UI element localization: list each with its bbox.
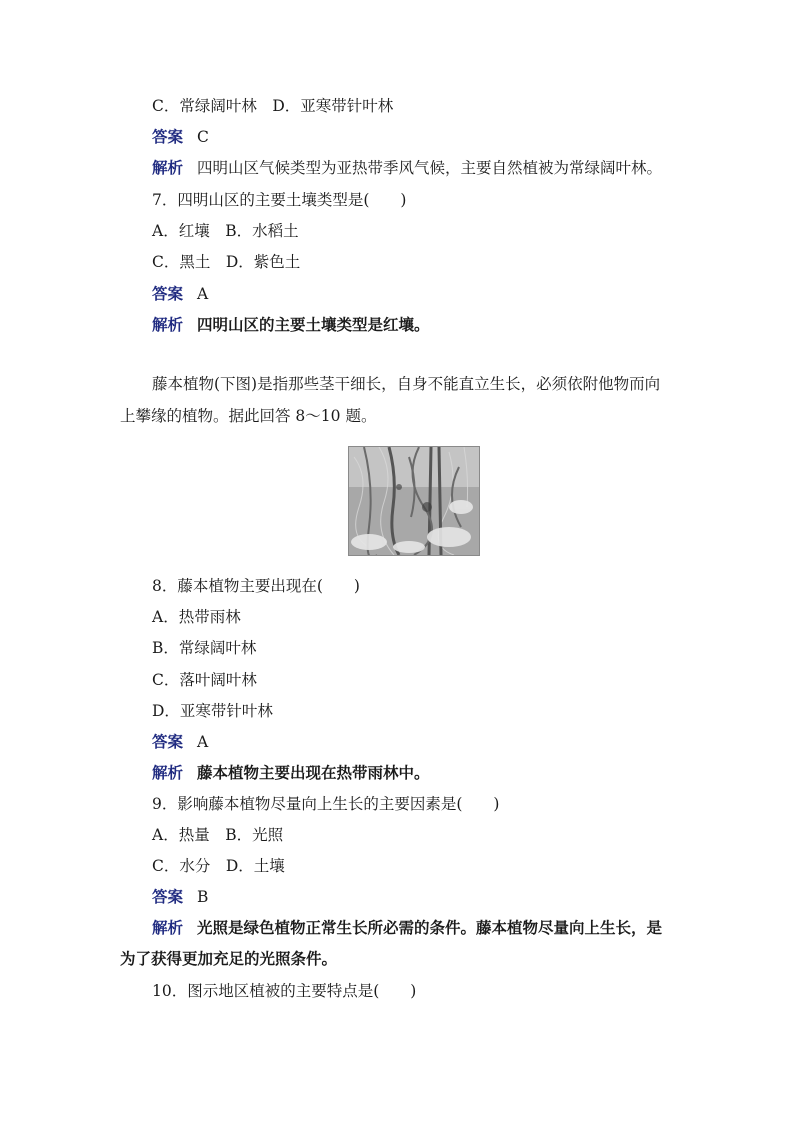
answer-value: B — [197, 888, 209, 906]
answer-value: C — [197, 128, 209, 146]
q7-options-cd: C．黑土 D．紫色土 — [152, 253, 301, 271]
q7-analysis — [152, 315, 430, 335]
q9-question: 9．影响藤本植物尽量向上生长的主要因素是( ) — [152, 795, 500, 813]
q7-question: 7．四明山区的主要土壤类型是( ) — [152, 191, 407, 209]
q9-options-cd: C．水分 D．土壤 — [152, 857, 285, 875]
q7-answer — [152, 284, 208, 304]
q8-answer — [152, 732, 208, 752]
analysis-label: 解析 — [152, 919, 184, 937]
analysis-label: 解析 — [152, 764, 184, 782]
q6-answer — [152, 127, 209, 147]
q10-question: 10．图示地区植被的主要特点是( ) — [152, 982, 417, 1000]
q8-option-d: D．亚寒带针叶林 — [152, 702, 273, 720]
answer-value: A — [197, 285, 209, 303]
q8-option-c: C．落叶阔叶林 — [152, 671, 257, 689]
intro-line-2: 上攀缘的植物。据此回答 8～10 题。 — [120, 407, 377, 425]
liana-forest-image — [349, 447, 479, 555]
q6-options-cd: C．常绿阔叶林 D．亚寒带针叶林 — [152, 97, 394, 115]
intro-line-1: 藤本植物(下图)是指那些茎干细长，自身不能直立生长，必须依附他物而向 — [152, 375, 661, 393]
q8-analysis — [152, 763, 430, 783]
q9-analysis-cont: 为了获得更加充足的光照条件。 — [120, 949, 338, 968]
analysis-text: 光照是绿色植物正常生长所必需的条件。藤本植物尽量向上生长，是 — [197, 918, 663, 937]
q7-options-ab: A．红壤 B．水稻土 — [152, 222, 299, 240]
answer-label: 答案 — [152, 128, 184, 146]
analysis-label: 解析 — [152, 159, 184, 177]
q9-options-ab: A．热量 B．光照 — [152, 826, 284, 844]
analysis-text: 藤本植物主要出现在热带雨林中。 — [197, 763, 430, 782]
analysis-label: 解析 — [152, 316, 184, 334]
q9-answer — [152, 887, 208, 907]
answer-label: 答案 — [152, 888, 184, 906]
q8-option-b: B．常绿阔叶林 — [152, 639, 257, 657]
q6-analysis — [152, 158, 662, 178]
analysis-text: 四明山区气候类型为亚热带季风气候，主要自然植被为常绿阔叶林。 — [197, 159, 663, 177]
analysis-text: 四明山区的主要土壤类型是红壤。 — [197, 315, 430, 334]
q8-question: 8．藤本植物主要出现在( ) — [152, 577, 360, 595]
answer-label: 答案 — [152, 285, 184, 303]
answer-value: A — [197, 733, 209, 751]
q9-analysis — [152, 918, 662, 938]
answer-label: 答案 — [152, 733, 184, 751]
q8-option-a: A．热带雨林 — [152, 608, 241, 626]
liana-photo — [348, 446, 480, 556]
